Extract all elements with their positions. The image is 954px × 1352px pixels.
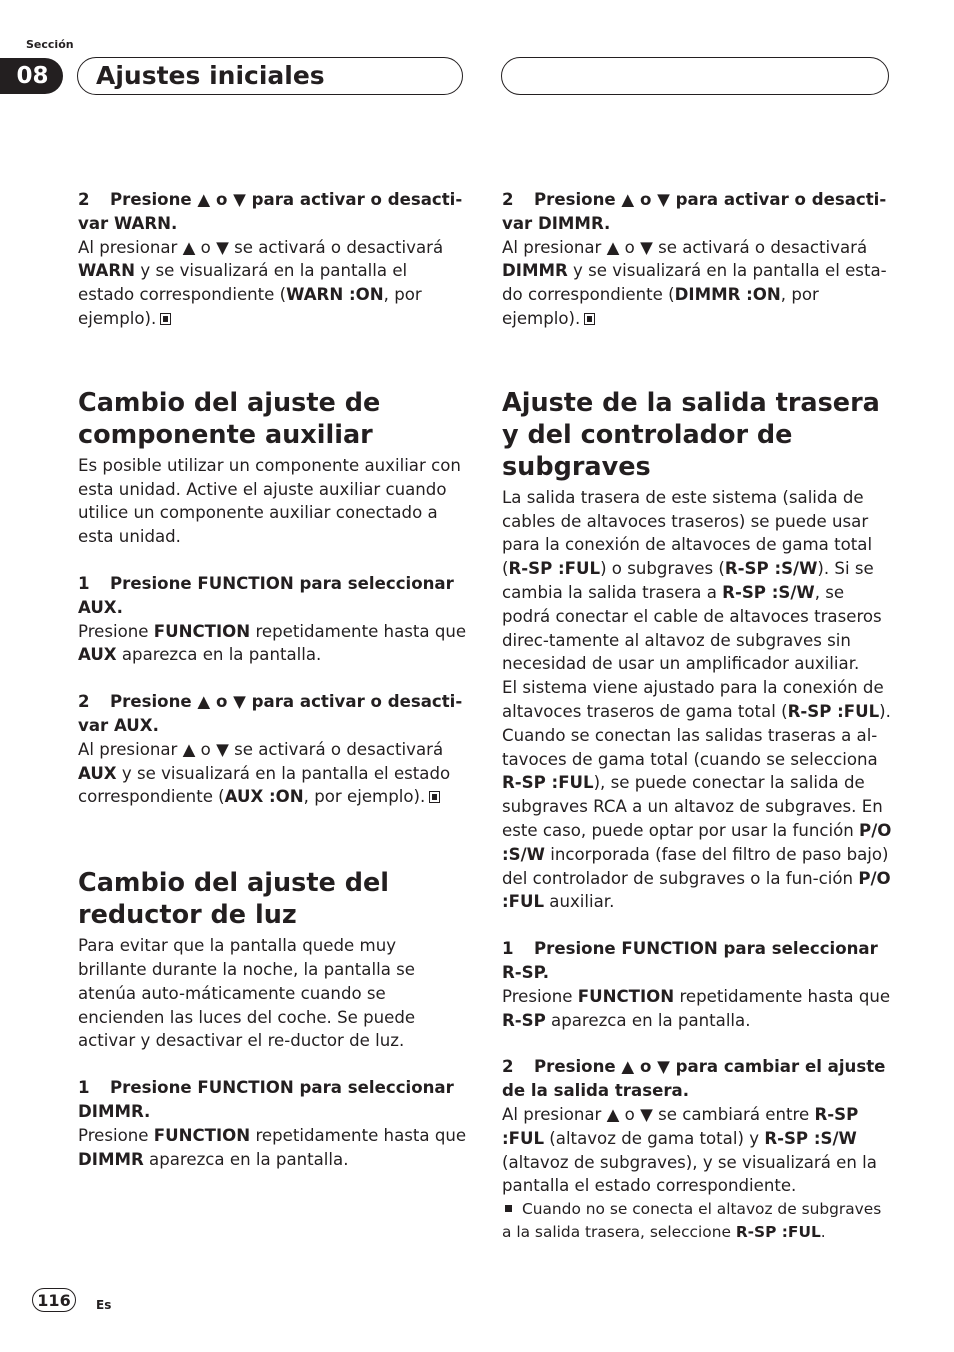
end-mark-icon	[160, 313, 171, 325]
text-run: ). Si se cambia la salida trasera a	[502, 559, 874, 602]
text-run: ) o subgraves (	[600, 559, 725, 579]
bold-term: DIMMR	[502, 261, 568, 281]
bold-term: R-SP :S/W	[764, 1128, 857, 1148]
text-run: Presione	[78, 1125, 154, 1145]
text-run: , se podrá conectar el cable de altavoces traseros direc-tamente al altavoz de subgraves sin necesidad de usar un amplificador auxiliar.	[502, 582, 882, 674]
right-column	[502, 188, 892, 1243]
step-number: 1	[502, 939, 514, 959]
dimmer-step1-heading	[78, 1076, 468, 1124]
text-run: y se visualizará en la pantalla el estado correspondiente (	[78, 763, 451, 807]
text-run: , por ejemplo).	[303, 787, 426, 807]
rear-output-intro	[502, 486, 892, 676]
end-mark-icon	[584, 313, 595, 325]
bold-term: R-SP :FUL	[502, 1104, 859, 1148]
text-run: El sistema viene ajustado para la conexión de altavoces traseros de gama total (	[502, 678, 884, 721]
step-number: 1	[78, 573, 90, 593]
text-run: repetidamente hasta que	[250, 1125, 467, 1145]
text-run: , por ejemplo).	[78, 285, 422, 328]
text-run: Al presionar ▲ o ▼ se activará o desactivará	[78, 237, 444, 257]
text-run: repetidamente hasta que	[674, 986, 891, 1006]
rear-output-heading: Ajuste de la salida trasera y del controlador de subgraves	[502, 387, 880, 482]
text-run: Cuando no se conecta el altavoz de subgraves a la salida trasera, seleccione	[502, 1200, 882, 1241]
bold-term: P/O :S/W	[502, 820, 892, 864]
left-column	[78, 188, 468, 1171]
step-text: Presione FUNCTION para seleccionar DIMMR.	[78, 1078, 454, 1121]
text-run: aparezca en la pantalla.	[116, 645, 322, 665]
text-run: y se visualizará en la pantalla el esta-do correspondiente (	[502, 261, 887, 305]
bold-term: R-SP :FUL	[508, 559, 601, 579]
page-number: 116	[32, 1288, 76, 1312]
bold-term: R-SP :S/W	[722, 582, 815, 602]
text-run: y se visualizará en la pantalla el estado correspondiente (	[78, 261, 408, 305]
section-number-badge: 08	[0, 58, 63, 94]
rsp-step1-body	[502, 985, 892, 1033]
text-run: Al presionar ▲ o ▼ se activará o desactivará	[78, 739, 444, 759]
text-run: , por ejemplo).	[502, 285, 819, 328]
aux-heading: Cambio del ajuste de componente auxiliar	[78, 387, 381, 450]
bold-term: AUX	[78, 645, 117, 665]
bold-term: DIMMR :ON	[674, 285, 781, 305]
step-text: Presione ▲ o ▼ para activar o desacti-var AUX.	[78, 692, 463, 735]
aux-step1-body	[78, 620, 468, 668]
text-run: ). Cuando se conectan las salidas traseras a al-tavoces de gama total (cuando se selecciona	[502, 701, 891, 769]
text-run: Presione	[502, 986, 578, 1006]
step-text: Presione ▲ o ▼ para cambiar el ajuste de la salida trasera.	[502, 1057, 886, 1101]
bold-term: R-SP :FUL	[502, 773, 594, 793]
dimmer-step1-body	[78, 1124, 468, 1172]
bold-term: WARN :ON	[286, 285, 384, 305]
rsp-step1-heading	[502, 937, 892, 985]
aux-step1-heading	[78, 572, 468, 620]
dimmr-step-heading	[502, 188, 892, 236]
text-run: Al presionar ▲ o ▼ se cambiará entre	[502, 1104, 815, 1124]
dimmr-step-body	[502, 236, 892, 331]
bold-term: WARN	[78, 261, 136, 281]
text-run: aparezca en la pantalla.	[545, 1010, 751, 1030]
step-number: 2	[78, 692, 90, 712]
bold-term: R-SP	[502, 1010, 546, 1030]
bold-term: AUX :ON	[224, 787, 304, 807]
step-text: Presione ▲ o ▼ para activar o desacti-var DIMMR.	[502, 190, 887, 233]
text-run: Al presionar ▲ o ▼ se activará o desactivará	[502, 237, 868, 257]
step-number: 2	[502, 1057, 514, 1077]
text-run: Presione	[78, 621, 154, 641]
text-run: auxiliar.	[544, 892, 615, 912]
text-run: La salida trasera de este sistema (salida de cables de altavoces traseros) se puede usar para la conexión de altavoces de gama total (	[502, 487, 873, 579]
dimmer-heading: Cambio del ajuste del reductor de luz	[78, 868, 389, 931]
section-title-blank-tab	[501, 57, 889, 95]
section-label: Sección	[26, 38, 74, 51]
bold-term: R-SP :FUL	[735, 1222, 821, 1241]
bullet-icon	[505, 1205, 512, 1212]
text-run: (altavoz de gama total) y	[544, 1128, 765, 1148]
bold-term: FUNCTION	[153, 1125, 251, 1145]
step-number: 2	[502, 190, 514, 209]
step-text: Presione FUNCTION para seleccionar AUX.	[78, 573, 454, 617]
bold-term: AUX	[78, 763, 117, 783]
bold-term: R-SP :S/W	[724, 559, 818, 579]
rsp-step2-heading	[502, 1055, 892, 1103]
aux-step2-body	[78, 738, 468, 809]
warn-step-heading	[78, 188, 468, 236]
rsp-note	[502, 1198, 892, 1243]
dimmer-intro: Para evitar que la pantalla quede muy brillante durante la noche, la pantalla se atenúa auto-máticamente cuando se encienden las luces del coche. Se puede activar y desactivar el re-ductor de luz.	[78, 936, 416, 1051]
step-number: 2	[78, 190, 90, 209]
bold-term: FUNCTION	[577, 986, 675, 1006]
section-title: Ajustes iniciales	[77, 57, 463, 95]
step-text: Presione ▲ o ▼ para activar o desacti-var WARN.	[78, 190, 463, 233]
warn-step-body	[78, 236, 468, 331]
aux-step2-heading	[78, 690, 468, 738]
step-text: Presione FUNCTION para seleccionar R-SP.	[502, 939, 878, 982]
text-run: (altavoz de subgraves), y se visualizará en la pantalla el estado correspondiente.	[502, 1152, 877, 1196]
rsp-step2-body	[502, 1103, 892, 1198]
text-run: repetidamente hasta que	[250, 621, 467, 641]
text-run: .	[820, 1222, 826, 1241]
text-run: aparezca en la pantalla.	[143, 1149, 349, 1169]
step-number: 1	[78, 1078, 90, 1098]
aux-intro: Es posible utilizar un componente auxiliar con esta unidad. Active el ajuste auxiliar cuando utilice un componente auxiliar conectado a esta unidad.	[78, 455, 461, 547]
end-mark-icon	[429, 791, 440, 803]
text-run: incorporada (fase del filtro de paso bajo) del controlador de subgraves o la fun-ción	[502, 844, 889, 888]
rear-output-intro-2	[502, 676, 892, 914]
bold-term: P/O :FUL	[502, 868, 891, 912]
language-code: Es	[96, 1298, 112, 1312]
bold-term: DIMMR	[78, 1149, 144, 1169]
bold-term: R-SP :FUL	[787, 701, 880, 721]
text-run: ), se puede conectar la salida de subgraves RCA a un altavoz de subgraves. En este caso, puede optar por usar la función	[502, 773, 883, 840]
bold-term: FUNCTION	[153, 621, 251, 641]
